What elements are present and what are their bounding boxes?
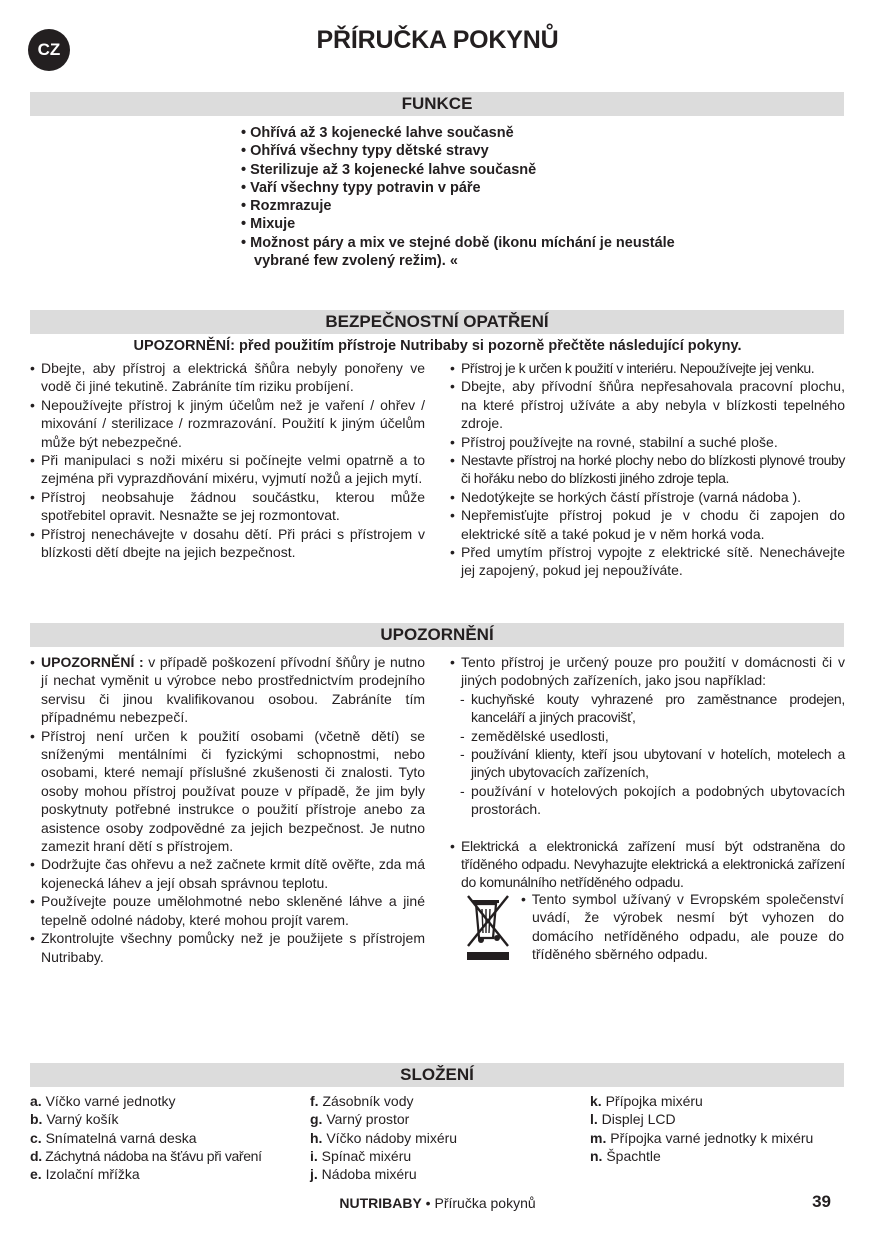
section-heading-safety: BEZPEČNOSTNÍ OPATŘENÍ	[30, 310, 844, 334]
list-item: l. Displej LCD	[590, 1111, 676, 1128]
list-item: • Nestavte přístroj na horké plochy nebo do blízkosti plynové trouby či hořáku nebo do blízkosti jiného zdroje tepla.	[450, 451, 845, 488]
list-item: • Mixuje	[241, 215, 681, 233]
list-item: - kuchyňské kouty vyhrazené pro zaměstnance prodejen, kanceláří a jiných pracovišť,	[450, 690, 845, 727]
list-item: • Ohřívá až 3 kojenecké lahve současně	[241, 124, 681, 142]
weee-symbol-text: • Tento symbol užívaný v Evropském společenství uvádí, že výrobek nesmí být vyhozen do domácího netříděného odpadu, ale pouze do tříděného sběrného odpadu.	[521, 891, 844, 963]
list-item: h. Víčko nádoby mixéru	[310, 1129, 458, 1146]
section-heading-slozeni: SLOŽENÍ	[30, 1063, 844, 1087]
list-item: • Vaří všechny typy potravin v páře	[241, 179, 681, 197]
list-item: a. Víčko varné jednotky	[30, 1093, 176, 1109]
warning-right-column	[450, 653, 845, 892]
list-item: • Přístroj používejte na rovné, stabilní a suché ploše.	[450, 433, 845, 451]
list-item: • UPOZORNĚNÍ : v případě poškození přívodní šňůry je nutno jí nechat vyměnit u výrobce nebo prostřednictvím prodejního servisu či jinou kvalifikovanou osobou. Zabráníte tím případnému nebezpečí.	[30, 653, 425, 727]
safety-right-column	[450, 359, 845, 580]
safety-subtitle: UPOZORNĚNÍ: před použitím přístroje Nutribaby si pozorně přečtěte následující pokyny.	[133, 338, 742, 354]
list-item: • Přístroj je k určen k použití v interiéru. Nepoužívejte jej venku.	[450, 359, 845, 377]
list-item: • Před umytím přístroj vypojte z elektrické sítě. Nenechávejte jej zapojený, pokud jej nepoužíváte.	[450, 543, 845, 580]
list-item: • Dbejte, aby přístroj a elektrická šňůra nebyly ponořeny ve vodě či jiné tekutině. Zabráníte tím riziku probíjení.	[30, 359, 425, 396]
feature-list	[241, 124, 681, 270]
list-item: b. Varný košík	[30, 1111, 119, 1128]
list-item: • Tento přístroj je určený pouze pro použití v domácnosti či v jiných podobných zařízeních, jako jsou například:	[450, 653, 845, 690]
list-item: • Rozmrazuje	[241, 197, 681, 215]
list-item: m. Přípojka varné jednotky k mixéru	[590, 1129, 814, 1146]
page-number: 39	[812, 1192, 831, 1211]
list-item: • Elektrická a elektronická zařízení musí být odstraněna do tříděného odpadu. Nevyhazujte elektrická a elektronická zařízení do komunálního netříděného odpadu.	[450, 837, 845, 892]
parts-column-2	[310, 1092, 457, 1183]
weee-notice	[464, 890, 849, 970]
list-item: • Při manipulaci s noži mixéru si počínejte velmi opatrně a to zejména při vyprazdňování mixéru, vyjmutí nožů a jejich mytí.	[30, 451, 425, 488]
language-badge: CZ	[28, 29, 70, 71]
list-item: • Nepřemisťujte přístroj pokud je v chodu či zapojen do elektrické sítě a také pokud je v něm horká voda.	[450, 506, 845, 543]
list-item: i. Spínač mixéru	[310, 1147, 412, 1164]
list-item: • Používejte pouze umělohmotné nebo skleněné láhve a jiné tepelně odolné nádoby, které mohou projít varem.	[30, 892, 425, 929]
section-heading-funkce: FUNKCE	[30, 92, 844, 116]
list-item: g. Varný prostor	[310, 1111, 410, 1128]
list-item: • Možnost páry a mix ve stejné době (ikonu míchání je neustále vybrané few zvolený režim). «	[241, 234, 681, 271]
list-item: • Zkontrolujte všechny pomůcky než je použijete s přístrojem Nutribaby.	[30, 929, 425, 966]
list-item: • Přístroj není určen k použití osobami (včetně dětí) se sníženými mentálními či fyzickými schopnostmi, nebo osobami, které nemají příslušné zkušenosti či znalosti. Tyto osoby mohou přístroj používat pouze v případě, že jim byly poskytnuty potřebné instrukce o použití přístroje anebo za asistence osoby zodpovědné za jejich bezpečnost. Je nutno zamezit hraní dětí s přístrojem.	[30, 727, 425, 856]
page-title: PŘÍRUČKA POKYNŮ	[316, 26, 559, 54]
list-item: j. Nádoba mixéru	[310, 1166, 417, 1183]
list-item: d. Záchytná nádoba na šťávu při vaření	[30, 1147, 262, 1164]
list-item: • Nedotýkejte se horkých částí přístroje (varná nádoba ).	[450, 488, 845, 506]
safety-left-column	[30, 359, 425, 561]
list-item: • Přístroj nenechávejte v dosahu dětí. Při práci s přístrojem v blízkosti dětí dbejte na jejich bezpečnost.	[30, 525, 425, 562]
section-heading-warning: UPOZORNĚNÍ	[30, 623, 844, 647]
list-item: c. Snímatelná varná deska	[30, 1129, 197, 1146]
list-item: • Nepoužívejte přístroj k jiným účelům než je vaření / ohřev / mixování / sterilizace / rozmrazování. Použití k jiným účelům může být nebezpečné.	[30, 396, 425, 451]
list-item: • Dodržujte čas ohřevu a než začnete krmit dítě ověřte, zda má kojenecká láhev a její obsah správnou teplotu.	[30, 855, 425, 892]
list-item: • Dbejte, aby přívodní šňůra nepřesahovala pracovní plochu, na které přístroj užíváte a aby nebyla v blízkosti tepelného zdroje.	[450, 377, 845, 432]
list-item: k. Přípojka mixéru	[590, 1093, 703, 1109]
list-item: • Ohřívá všechny typy dětské stravy	[241, 142, 681, 160]
list-item: n. Špachtle	[590, 1147, 661, 1164]
list-item: - zemědělské usedlosti,	[450, 727, 845, 745]
list-item: • Sterilizuje až 3 kojenecké lahve současně	[241, 161, 681, 179]
page-footer: NUTRIBABY • Příručka pokynů	[339, 1195, 536, 1211]
warning-left-column	[30, 653, 425, 966]
list-item: e. Izolační mřížka	[30, 1166, 140, 1183]
parts-column-3	[590, 1092, 813, 1165]
parts-column-1	[30, 1092, 262, 1183]
list-item: - používání klienty, kteří jsou ubytovaní v hotelích, motelech a jiných ubytovacích zařízeních,	[450, 745, 845, 782]
list-item: • Přístroj neobsahuje žádnou součástku, kterou může spotřebitel opravit. Nesnažte se jej rozmontovat.	[30, 488, 425, 525]
list-item: - používání v hotelových pokojích a podobných ubytovacích prostorách.	[450, 782, 845, 819]
crossed-out-wheelie-bin-icon	[464, 892, 514, 964]
list-item: f. Zásobník vody	[310, 1093, 414, 1109]
